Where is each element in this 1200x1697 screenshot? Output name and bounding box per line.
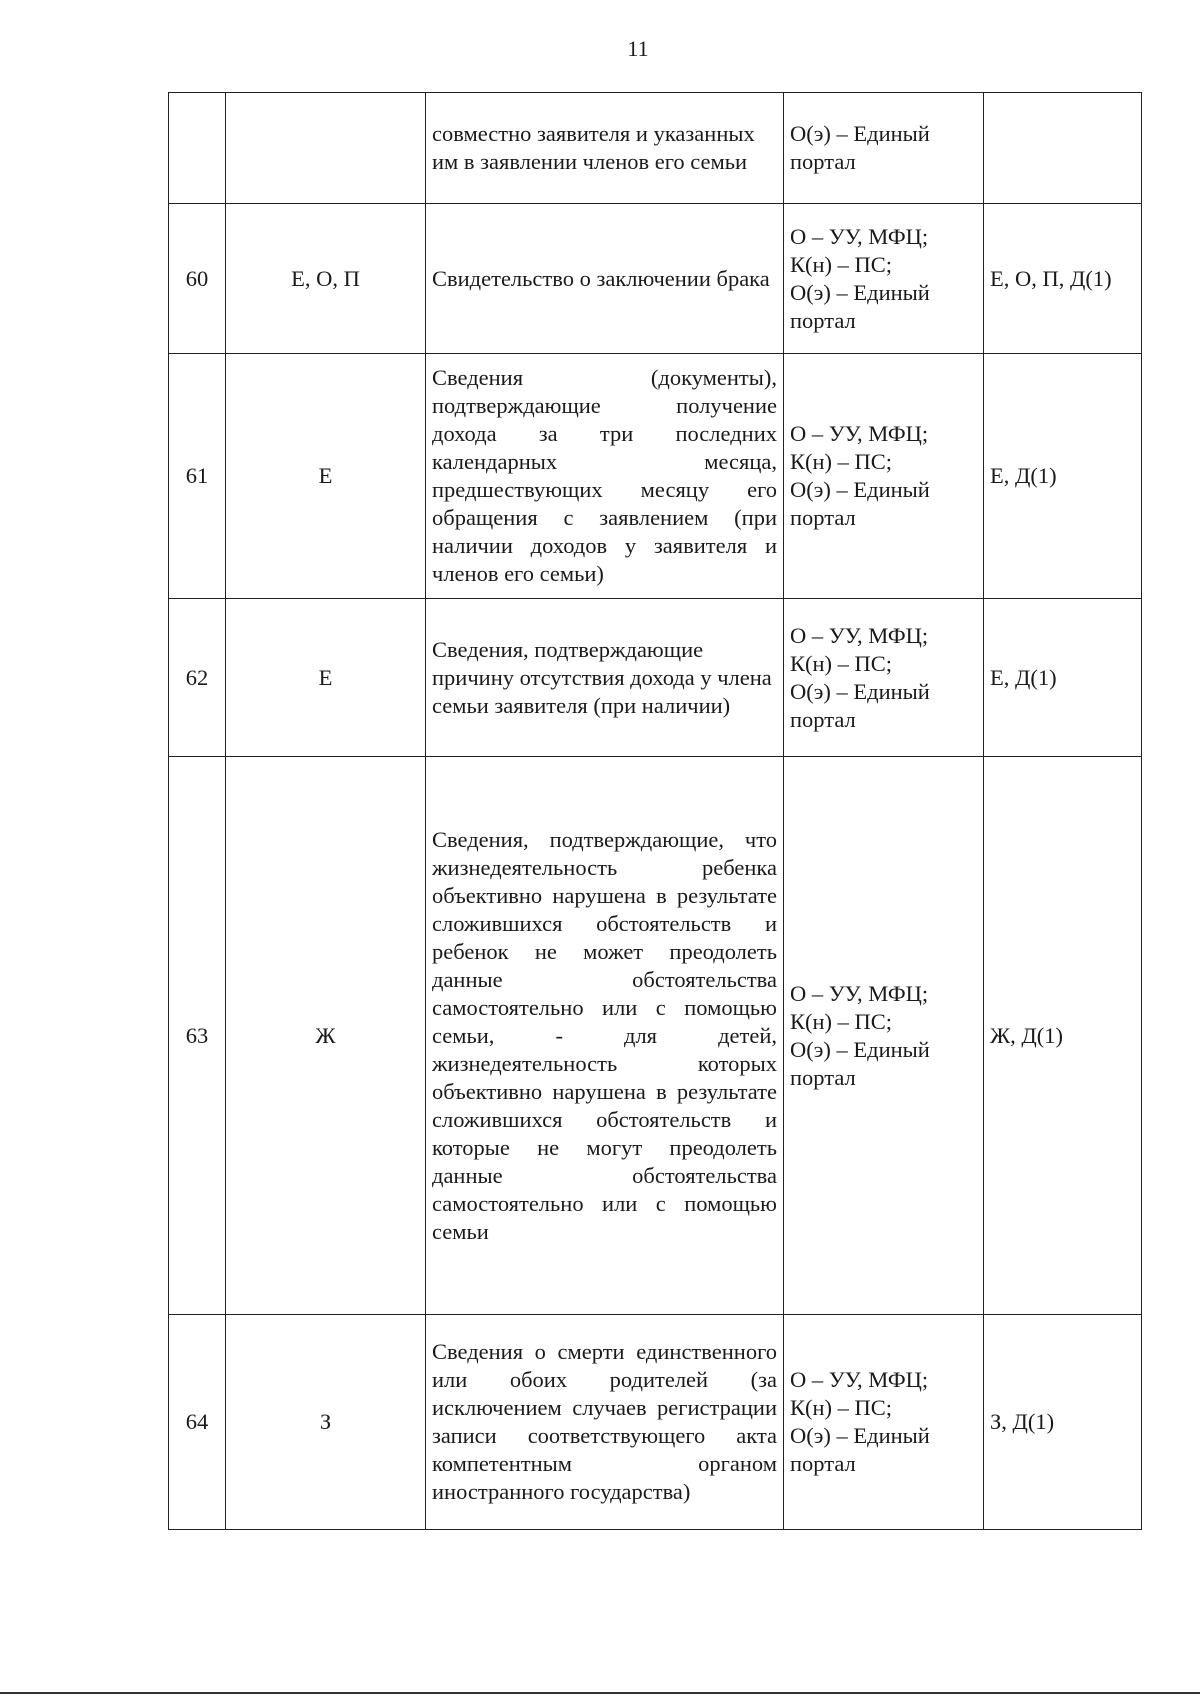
submission-method: О(э) – Единый [790,678,930,704]
submission-method: портал [790,307,856,333]
submission-method: О(э) – Единый [790,1423,930,1448]
document-name: совместно заявителя и указанных им в заявлении членов его семьи [426,93,784,204]
submission-method: О – УУ, МФЦ; [790,223,929,249]
submission-method: К(н) – ПС; [790,650,893,676]
table-row [169,354,1142,599]
document-name: Свидетельство о заключении брака [426,204,784,354]
submission-method: К(н) – ПС; [790,1008,893,1034]
row-number: 62 [169,599,226,757]
submission-method: О – УУ, МФЦ; [790,1367,929,1392]
row-number: 60 [169,204,226,354]
submission-methods [784,757,984,1315]
table-row [169,93,1142,204]
applicant-category: Е, О, П [226,204,426,354]
submission-methods [784,93,984,204]
row-number: 63 [169,757,226,1315]
submission-methods [784,599,984,757]
submission-method: портал [790,1451,856,1476]
result-categories: Ж, Д(1) [984,757,1142,1315]
submission-method: О(э) – Единый [790,477,930,502]
submission-method: портал [790,505,856,530]
submission-method: К(н) – ПС; [790,1395,893,1420]
result-categories: Е, О, П, Д(1) [984,204,1142,354]
applicant-category: Ж [226,757,426,1315]
result-categories: Е, Д(1) [984,354,1142,599]
submission-method: О(э) – Единый [790,1036,930,1062]
document-name: Сведения, подтверждающие причину отсутствия дохода у члена семьи заявителя (при наличии) [426,599,784,757]
table-row [169,1315,1142,1530]
result-categories: З, Д(1) [984,1315,1142,1530]
row-number: 64 [169,1315,226,1530]
submission-method: портал [790,149,856,174]
table-row [169,599,1142,757]
document-name: Сведения о смерти единственного или обоих родителей (за исключением случаев регистрации записи соответствующего акта компетентным органом иностранного государства) [426,1315,784,1530]
row-number: 61 [169,354,226,599]
submission-methods [784,204,984,354]
applicant-category: Е [226,599,426,757]
submission-method: О(э) – Единый [790,121,930,146]
submission-method: О(э) – Единый [790,279,930,305]
submission-method: портал [790,1064,856,1090]
page-number: 11 [627,36,649,61]
documents-table [168,92,1142,1530]
submission-method: К(н) – ПС; [790,449,893,474]
submission-methods [784,354,984,599]
submission-method: О – УУ, МФЦ; [790,980,929,1006]
document-name: Сведения, подтверждающие, что жизнедеятельность ребенка объективно нарушена в результате сложившихся обстоятельств и ребенок не может преодолеть данные обстоятельства самостоятельно или с помощью семьи, - для детей, жизнедеятельность которых объективно нарушена в результате сложившихся обстоятельств и которые не могут преодолеть данные обстоятельства самостоятельно или с помощью семьи [426,757,784,1315]
table-row [169,204,1142,354]
submission-method: О – УУ, МФЦ; [790,622,929,648]
submission-methods [784,1315,984,1530]
result-categories: Е, Д(1) [984,599,1142,757]
applicant-category: Е [226,354,426,599]
row-number [169,93,226,204]
submission-method: портал [790,706,856,732]
document-name: Сведения (документы), подтверждающие получение дохода за три последних календарных месяца, предшествующих месяцу его обращения с заявлением (при наличии доходов у заявителя и членов его семьи) [426,354,784,599]
table-row [169,757,1142,1315]
applicant-category [226,93,426,204]
result-categories [984,93,1142,204]
submission-method: О – УУ, МФЦ; [790,421,929,446]
scan-edge-line [0,1692,1200,1694]
applicant-category: З [226,1315,426,1530]
submission-method: К(н) – ПС; [790,251,893,277]
